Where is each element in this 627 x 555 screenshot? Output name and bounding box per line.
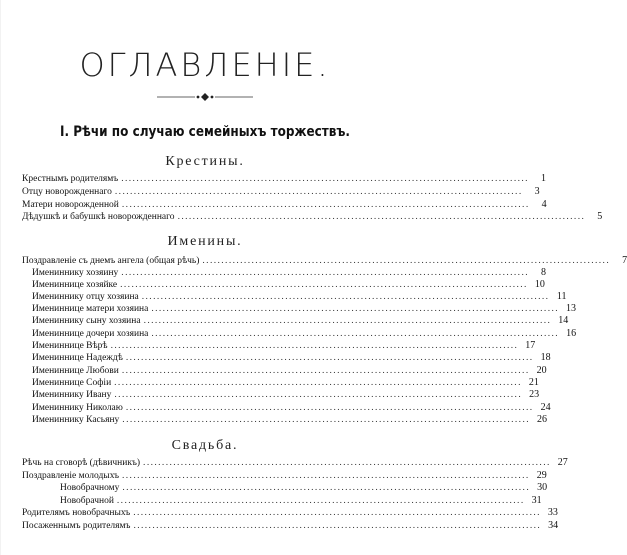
entry-label: Имениннице Вѣрѣ	[32, 341, 108, 351]
leader-dots: ............................................................................................................	[143, 316, 552, 326]
toc-entry[interactable]	[22, 211, 603, 223]
entry-page-number: 29	[536, 470, 547, 481]
entry-page-number: 1	[540, 173, 546, 184]
entry-label: Имениннице Любови	[32, 366, 119, 376]
leader-dots: ............................................................................................................	[122, 415, 530, 425]
toc-entry[interactable]	[32, 267, 546, 279]
leader-dots: ............................................................................................................	[177, 212, 586, 222]
entry-page-number: 17	[525, 340, 536, 351]
entry-page-number: 20	[536, 365, 547, 376]
entry-page-number: 24	[540, 402, 551, 413]
toc-entry[interactable]	[22, 520, 559, 532]
leader-dots: ............................................................................................................	[141, 292, 550, 302]
entry-label: Крестнымъ родителямъ	[22, 174, 119, 184]
entry-page-number: 33	[547, 507, 558, 518]
entry-label: Дѣдушкѣ и бабушкѣ новорожденнаго	[22, 212, 175, 222]
entry-page-number: 21	[528, 377, 539, 388]
entry-page-number: 3	[534, 186, 540, 197]
leader-dots: ............................................................................................................	[121, 200, 530, 210]
leader-dots: ............................................................................................................	[202, 256, 611, 266]
group-heading-name-day: Именины.	[167, 234, 243, 249]
entry-label: Имениннице Надеждѣ	[32, 353, 123, 363]
toc-entry[interactable]	[22, 199, 547, 211]
toc-entry[interactable]	[22, 186, 540, 198]
entry-label: Имениннику хозяину	[32, 268, 119, 278]
entry-page-number: 27	[557, 457, 568, 468]
entry-label: Имениннику Касьяну	[32, 415, 120, 425]
leader-dots: ............................................................................................................	[133, 508, 541, 518]
ornament-divider-icon	[155, 92, 255, 102]
leader-dots: ............................................................................................................	[114, 390, 523, 400]
entry-label: Посаженнымъ родителямъ	[22, 521, 131, 531]
toc-entry[interactable]	[60, 495, 542, 507]
toc-entry[interactable]	[22, 470, 547, 482]
entry-label: Имениннику Николаю	[32, 403, 123, 413]
toc-entry[interactable]	[32, 389, 540, 401]
entry-page-number: 10	[534, 279, 545, 290]
entry-label: Поздравленіе молодыхъ	[22, 471, 119, 481]
toc-entry[interactable]	[22, 457, 568, 469]
entry-label: Имениннице Софіи	[32, 378, 112, 388]
entry-page-number: 16	[566, 328, 577, 339]
page-title: ОГЛАВЛЕНІЕ.	[79, 46, 331, 84]
leader-dots: ............................................................................................................	[122, 471, 530, 481]
entry-page-number: 26	[537, 414, 547, 425]
entry-label: Рѣчь на сговорѣ (дѣвичникъ)	[22, 458, 141, 468]
entry-page-number: 30	[537, 482, 548, 493]
toc-entry[interactable]	[32, 279, 545, 291]
entry-page-number: 18	[540, 352, 551, 363]
section-title: I. Рѣчи по случаю семейныхъ торжествъ.	[59, 124, 351, 140]
entry-label: Отцу новорожденнаго	[22, 187, 112, 197]
entry-label: Имениннице хозяйке	[32, 280, 118, 290]
entry-page-number: 14	[558, 315, 569, 326]
entry-label: Новобрачному	[60, 483, 120, 493]
toc-entry[interactable]	[22, 255, 627, 267]
entry-page-number: 5	[597, 211, 603, 222]
leader-dots: ............................................................................................................	[133, 521, 542, 531]
toc-entry[interactable]	[32, 303, 577, 315]
entry-label: Родителямъ новобрачныхъ	[22, 508, 131, 518]
toc-entry[interactable]	[60, 482, 548, 494]
leader-dots: ............................................................................................................	[151, 304, 560, 314]
entry-label: Матери новорожденной	[22, 200, 119, 210]
leader-dots: ............................................................................................................	[116, 496, 525, 506]
leader-dots: ............................................................................................................	[110, 341, 519, 351]
leader-dots: ............................................................................................................	[151, 329, 560, 339]
entry-label: Поздравленіе съ днемъ ангела (общая рѣчь)	[22, 256, 200, 266]
toc-entry[interactable]	[32, 377, 539, 389]
leader-dots: ............................................................................................................	[114, 378, 522, 388]
entry-page-number: 23	[529, 389, 540, 400]
leader-dots: ............................................................................................................	[121, 366, 530, 376]
toc-entry[interactable]	[32, 352, 551, 364]
toc-entry[interactable]	[22, 507, 558, 519]
entry-page-number: 31	[531, 495, 542, 506]
toc-entry[interactable]	[32, 414, 547, 426]
leader-dots: ............................................................................................................	[121, 174, 529, 184]
entry-page-number: 8	[541, 267, 546, 278]
entry-label: Имениннице матери хозяина	[32, 304, 149, 314]
entry-label: Имениннику отцу хозяина	[32, 292, 139, 302]
entry-label: Новобрачной	[60, 496, 114, 506]
leader-dots: ............................................................................................................	[125, 353, 534, 363]
group-heading-wedding: Свадьба.	[171, 438, 239, 453]
toc-entry[interactable]	[22, 173, 546, 185]
leader-dots: ............................................................................................................	[125, 403, 534, 413]
toc-entry[interactable]	[32, 291, 567, 303]
toc-entry[interactable]	[32, 365, 547, 377]
entry-page-number: 13	[566, 303, 577, 314]
entry-page-number: 11	[556, 291, 567, 302]
group-heading-baptism: Крестины.	[165, 154, 245, 169]
leader-dots: ............................................................................................................	[122, 483, 531, 493]
entry-label: Имениннику сыну хозяина	[32, 316, 141, 326]
leader-dots: ............................................................................................................	[120, 280, 528, 290]
toc-entry[interactable]	[32, 315, 569, 327]
entry-label: Имениннице дочери хозяина	[32, 329, 149, 339]
entry-page-number: 7	[622, 255, 627, 266]
entry-label: Имениннику Ивану	[32, 390, 112, 400]
toc-entry[interactable]	[32, 328, 577, 340]
leader-dots: ............................................................................................................	[143, 458, 551, 468]
toc-entry[interactable]	[32, 402, 551, 414]
entry-page-number: 4	[541, 199, 547, 210]
leader-dots: ............................................................................................................	[114, 187, 523, 197]
entry-page-number: 34	[548, 520, 559, 531]
toc-entry[interactable]	[32, 340, 536, 352]
leader-dots: ............................................................................................................	[121, 268, 529, 278]
